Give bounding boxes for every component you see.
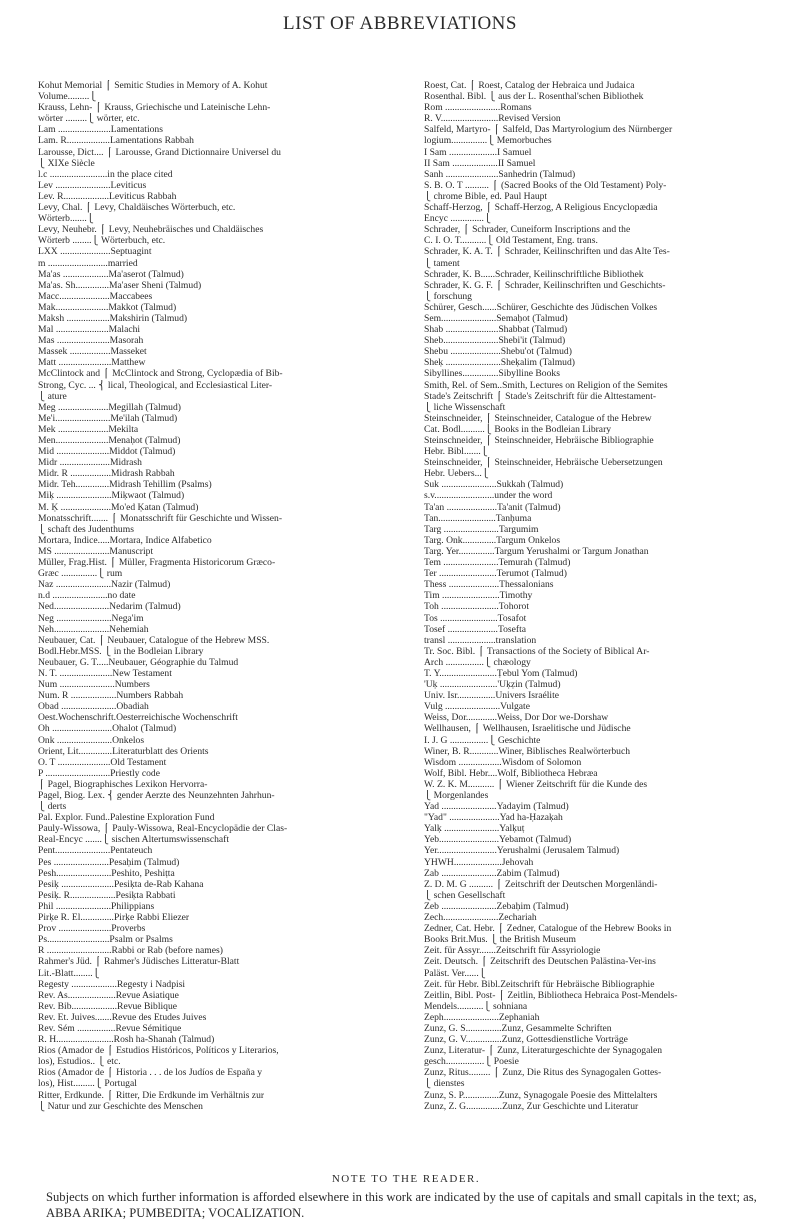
abbreviation-line: Lev .......................Leviticus (38, 179, 147, 191)
abbreviation-line: Ma'as ...................Ma'aserot (Talmud) (38, 268, 184, 280)
abbreviation-line: Mortara, Indice.....Mortara, Indice Alfabetico (38, 534, 212, 546)
abbreviation-line: Paläst. Ver......⎩ (424, 967, 486, 979)
abbreviation-line: m .........................married (38, 257, 138, 269)
abbreviation-line: Macc.....................Maccabees (38, 290, 153, 302)
abbreviation-line: Schaff-Herzog, ⎧ Schaff-Herzog, A Religious Encyclopædia (424, 202, 658, 214)
abbreviation-line: Hebr. Uebers...⎩ (424, 468, 490, 480)
abbreviation-line: Orient, Lit..............Literaturblatt des Orients (38, 745, 209, 757)
page-header (0, 4, 800, 44)
abbreviation-line: Vulg .......................Vulgate (424, 701, 530, 713)
abbreviation-line: Yalḳ .......................Yalḳuṭ (424, 823, 525, 835)
note-text: Subjects on which further information is afforded elsewhere in this work are indicated by the use of capitals and small capitals in the text; as, ABBA ARIKA; PUMBEDITA; VOCALIZATION. (46, 1190, 757, 1220)
abbreviation-line: Tr. Soc. Bibl. ⎧ Transactions of the Society of Biblical Ar- (424, 645, 650, 657)
abbreviation-line: Tem .......................Temurah (Talmud) (424, 557, 571, 569)
abbreviations-right-column (424, 80, 770, 1112)
abbreviation-line: Zeph.......................Zephaniah (424, 1011, 540, 1023)
abbreviation-line: Real-Encyc .......⎩ sischen Altertumswissenschaft (38, 834, 230, 846)
abbreviation-line: Hebr. Bibl.......⎩ (424, 446, 488, 458)
abbreviation-line: Prov ......................Proverbs (38, 923, 146, 935)
abbreviation-line: Rev. Sém ................Revue Sémitique (38, 1022, 182, 1034)
abbreviation-line: Kohut Memorial ⎧ Semitic Studies in Memory of A. Kohut (38, 80, 268, 91)
abbreviation-line: Tim ........................Timothy (424, 590, 533, 602)
abbreviation-line: Schürer, Gesch......Schürer, Geschichte des Jüdischen Volkes (424, 301, 658, 313)
abbreviations-left-column (38, 80, 408, 1112)
abbreviation-line: S. B. O. T .......... ⎧ (Sacred Books of the Old Testament) Poly- (424, 179, 667, 191)
abbreviation-line: Midr .....................Midrash (38, 457, 142, 469)
abbreviation-line: Schrader, ⎧ Schrader, Cuneiform Inscriptions and the (424, 224, 631, 236)
abbreviation-line: ⎩ XIXe Siècle (38, 157, 95, 169)
abbreviation-line: Wellhausen, ⎧ Wellhausen, Israelitische und Jüdische (424, 723, 631, 735)
abbreviation-line: Winer, B. R............Winer, Biblisches Realwörterbuch (424, 745, 631, 757)
abbreviation-line: Lam ......................Lamentations (38, 124, 163, 136)
abbreviation-line: Bodl.Hebr.MSS. ⎩ in the Bodleian Library (38, 645, 204, 657)
abbreviation-line: Toh ........................Tohorot (424, 601, 529, 613)
abbreviation-line: Rev. Bib...................Revue Biblique (38, 1000, 178, 1012)
abbreviation-line: Sheḳ .......................Sheḳalim (Talmud) (424, 357, 575, 369)
abbreviation-line: Levy, Chal. ⎧ Levy, Chaldäisches Wörterbuch, etc. (38, 202, 236, 214)
abbreviation-line: ⎩ schaft des Judenthums (38, 523, 134, 535)
abbreviation-line: McClintock and ⎧ McClintock and Strong, Cyclopædia of Bib- (38, 368, 283, 380)
abbreviation-line: ⎩ dienstes (424, 1078, 465, 1090)
note-to-reader (46, 1173, 766, 1221)
abbreviation-line: Neubauer, Cat. ⎧ Neubauer, Catalogue of the Hebrew MSS. (38, 634, 270, 646)
abbreviation-line: 'Uḳ ........................'Uḳẓin (Talmud) (424, 679, 561, 691)
abbreviation-line: Zech.......................Zechariah (424, 912, 537, 924)
abbreviation-line: Sem.......................Semaḥot (Talmud) (424, 312, 568, 324)
abbreviation-line: Zunz, Z. G...............Zunz, Zur Geschichte und Literatur (424, 1100, 639, 1112)
abbreviation-line: Yeb.........................Yebamot (Talmud) (424, 834, 572, 846)
abbreviation-line: Midr. R .................Midrash Rabbah (38, 468, 175, 480)
abbreviation-line: C. I. O. T...........⎩ Old Testament, Eng. trans. (424, 235, 598, 247)
abbreviation-line: ⎩ forschung (424, 290, 472, 302)
abbreviation-line: s.v.........................under the word (424, 490, 553, 502)
abbreviation-line: n.d .......................no date (38, 590, 136, 602)
abbreviation-line: N. T. ......................New Testament (38, 667, 172, 679)
abbreviation-line: Men......................Menaḥot (Talmud) (38, 435, 181, 446)
abbreviation-line: Wisdom ..................Wisdom of Solomon (424, 756, 582, 768)
abbreviation-line: Tan........................Tanḥuma (424, 512, 532, 524)
abbreviation-line: T. Y........................Ṭebul Yom (Talmud) (424, 667, 578, 679)
abbreviation-line: ⎩ Natur und zur Geschichte des Menschen (38, 1100, 203, 1112)
abbreviation-line: Zunz, Ritus......... ⎧ Zunz, Die Ritus des Synagogalen Gottes- (424, 1067, 662, 1079)
abbreviation-line: Neg .......................Nega'im (38, 612, 144, 624)
abbreviation-line: gesch................⎩ Poesie (424, 1056, 519, 1068)
abbreviation-line: Ned.......................Nedarim (Talmud) (38, 601, 181, 613)
abbreviation-line: Steinschneider, ⎧ Steinschneider, Hebräische Bibliographie (424, 435, 654, 446)
running-title: LIST OF ABBREVIATIONS (283, 13, 517, 34)
abbreviation-line: Pirḳe R. El..............Pirḳe Rabbi Eliezer (38, 912, 190, 924)
abbreviation-line: Lit.-Blatt........⎩ (38, 967, 100, 979)
abbreviation-line: ⎩ liche Wissenschaft (424, 401, 506, 413)
abbreviation-line: Rios (Amador de ⎧ Historia . . . de los Judíos de España y (38, 1067, 263, 1079)
abbreviation-line: Oh .........................Ohalot (Talmud) (38, 723, 177, 735)
abbreviation-line: ⎩ chrome Bible, ed. Paul Haupt (424, 190, 548, 202)
abbreviation-line: Lev. R...................Leviticus Rabbah (38, 190, 177, 202)
abbreviation-line: W. Z. K. M........... ⎧ Wiener Zeitschrift für die Kunde des (424, 778, 648, 790)
abbreviation-line: Ter ........................Terumot (Talmud) (424, 568, 567, 580)
abbreviation-line: Pent.......................Pentateuch (38, 845, 153, 857)
abbreviation-line: R. V........................Revised Version (424, 113, 561, 125)
abbreviation-line: Me'i.......................Me'ilah (Talmud) (38, 412, 178, 424)
abbreviation-line: Zunz, S. P...............Zunz, Synagogale Poesie des Mittelalters (424, 1089, 658, 1101)
abbreviation-line: Regesty ...................Regesty i Nadpisi (38, 978, 186, 990)
abbreviation-line: Obad .......................Obadiah (38, 701, 149, 713)
abbreviation-line: ⎧ Pagel, Biographisches Lexikon Hervorra- (38, 778, 208, 790)
abbreviation-line: R. H........................Rosh ha-Shanah (Talmud) (38, 1034, 215, 1046)
abbreviation-line: YHWH....................Jehovah (424, 856, 534, 868)
abbreviation-line: Shab ......................Shabbat (Talmud) (424, 324, 568, 336)
abbreviation-line: Wörterb.......⎩ (38, 213, 94, 225)
abbreviation-line: Pesiḳ ......................Pesiḳta de-Rab Kahana (38, 878, 204, 890)
abbreviation-line: Schrader, K. B......Schrader, Keilinschriftliche Bibliothek (424, 268, 644, 280)
abbreviation-line: Meg .....................Megillah (Talmud) (38, 401, 181, 413)
abbreviation-line: Naz .......................Nazir (Talmud) (38, 579, 171, 591)
abbreviation-line: Müller, Frag.Hist. ⎧ Müller, Fragmenta Historicorum Græco- (38, 557, 276, 569)
abbreviation-line: Targ. Yer...............Targum Yerushalmi or Targum Jonathan (424, 545, 649, 557)
abbreviation-line: Steinschneider, ⎧ Steinschneider, Catalogue of the Hebrew (424, 412, 652, 424)
abbreviation-line: ⎩ Morgenlandes (424, 790, 489, 801)
abbreviation-line: Ps..........................Psalm or Psalms (38, 934, 173, 946)
abbreviation-line: Onk .......................Onkelos (38, 734, 145, 746)
abbreviation-line: Massek .................Masseket (38, 346, 147, 358)
abbreviation-line: Sanh ......................Sanhedrin (Talmud) (424, 168, 576, 180)
abbreviation-line: Maksh ..................Makshirin (Talmud) (38, 312, 188, 324)
abbreviation-line: Zeitlin, Bibl. Post- ⎧ Zeitlin, Bibliotheca Hebraica Post-Mendels- (424, 989, 678, 1001)
abbreviation-line: Rom .......................Romans (424, 102, 532, 114)
abbreviation-line: Shebu .....................Shebu'ot (Talmud) (424, 346, 572, 358)
abbreviation-line: Num .......................Numbers (38, 679, 150, 691)
abbreviation-line: Schrader, K. A. T. ⎧ Schrader, Keilinschriften und das Alte Tes- (424, 246, 670, 258)
abbreviation-line: Wörterb ........⎩ Wörterbuch, etc. (38, 235, 166, 247)
abbreviation-line: Steinschneider, ⎧ Steinschneider, Hebräische Uebersetzungen (424, 457, 663, 469)
abbreviation-line: Matt ......................Matthew (38, 357, 146, 369)
abbreviation-line: Wolf, Bibl. Hebr....Wolf, Bibliotheca Hebræa (424, 767, 598, 779)
abbreviation-line: Monatsschrift....... ⎧ Monatsschrift für Geschichte und Wissen- (38, 512, 283, 524)
abbreviation-line: Strong, Cyc. ... ⎨ lical, Theological, and Ecclesiastical Liter- (38, 379, 273, 391)
abbreviation-line: Pesh.......................Peshito, Peshiṭta (38, 867, 175, 879)
abbreviation-line: I. J. G ................⎩ Geschichte (424, 734, 541, 746)
abbreviation-line: Arch ................⎩ chæology (424, 656, 531, 668)
abbreviation-line: Zab .......................Zabim (Talmud) (424, 867, 560, 879)
abbreviation-line: Lam. R..................Lamentations Rabbah (38, 135, 194, 147)
abbreviation-line: Schrader, K. G. F. ⎧ Schrader, Keilinschriften und Geschichts- (424, 279, 666, 291)
abbreviation-line: Zeit. Deutsch. ⎧ Zeitschrift des Deutschen Palästina-Ver-ins (424, 956, 656, 968)
abbreviation-line: Zedner, Cat. Hebr. ⎧ Zedner, Catalogue of the Hebrew Books in (424, 923, 672, 935)
abbreviation-line: Sibyllines...............Sibylline Books (424, 368, 560, 380)
abbreviation-line: Targ .......................Targumim (424, 523, 539, 535)
abbreviation-line: Yer.........................Yerushalmi (Jerusalem Talmud) (424, 845, 620, 857)
abbreviation-line: Rios (Amador de ⎧ Estudios Históricos, Políticos y Literarios, (38, 1045, 279, 1057)
abbreviation-line: l.c ........................in the place cited (38, 168, 173, 180)
abbreviation-line: Mek .....................Mekilta (38, 423, 139, 435)
abbreviation-line: Books Brit.Mus. ⎩ the British Museum (424, 934, 576, 946)
abbreviation-line: Thess .....................Thessalonians (424, 579, 554, 591)
abbreviation-line: ⎩ ature (38, 390, 67, 402)
abbreviation-line: Sheb.......................Shebi'it (Talmud) (424, 335, 566, 347)
note-heading: NOTE TO THE READER. (331, 1173, 481, 1185)
abbreviation-line: Zunz, G. S...............Zunz, Gesammelte Schriften (424, 1022, 612, 1034)
abbreviation-line: los), Hist.........⎩ Portugal (38, 1078, 137, 1090)
abbreviation-line: O. T ......................Old Testament (38, 756, 167, 768)
abbreviation-line: Stade's Zeitschrift ⎧ Stade's Zeitschrift für die Alttestament- (424, 390, 657, 402)
abbreviation-line: Neubauer, G. T.....Neubauer, Géographie du Talmud (38, 656, 239, 668)
abbreviation-line: Cat. Bodl..........⎩ Books in the Bodleian Library (424, 423, 612, 435)
abbreviation-line: Z. D. M. G .......... ⎧ Zeitschrift der Deutschen Morgenländi- (424, 878, 658, 890)
abbreviation-line: Rahmer's Jüd. ⎧ Rahmer's Jüdisches Litteratur-Blatt (38, 956, 240, 968)
abbreviation-line: Zeit. für Assyr.......Zeitschrift für Assyriologie (424, 945, 601, 957)
abbreviation-line: Mas ......................Masorah (38, 335, 144, 347)
abbreviation-line: Rosenthal. Bibl. ⎩ aus der L. Rosenthal'schen Bibliothek (424, 91, 644, 103)
abbreviation-line: Pesiḳ. R...................Pesiḳta Rabbati (38, 889, 176, 901)
abbreviation-line: Levy, Neuhebr. ⎧ Levy, Neuhebräisches und Chaldäisches (38, 224, 264, 236)
abbreviation-line: Univ. Isr................Univers Israélite (424, 690, 559, 702)
abbreviation-line: Rev. Et. Juives.......Revue des Etudes Juives (38, 1011, 207, 1023)
abbreviation-line: Encyc ..............⎩ (424, 213, 492, 225)
abbreviation-line: ⎩ derts (38, 801, 67, 813)
abbreviation-line: R ...........................Rabbi or Rab (before names) (38, 945, 223, 957)
abbreviation-line: Tos ........................Tosafot (424, 612, 527, 624)
abbreviation-line: los), Estudios.. ⎩ etc. (38, 1056, 121, 1068)
abbreviation-line: Zeit. für Hebr. Bibl.Zeitschrift für Hebräische Bibliographie (424, 978, 655, 990)
abbreviation-line: Volume.........⎩ (38, 91, 97, 103)
abbreviation-line: Zeb .......................Zebaḥim (Talmud) (424, 900, 569, 912)
abbreviation-line: Ritter, Erdkunde. ⎧ Ritter, Die Erdkunde im Verhältnis zur (38, 1089, 265, 1101)
abbreviation-line: Mid ......................Middot (Talmud) (38, 446, 176, 458)
abbreviation-line: Zunz, G. V...............Zunz, Gottesdienstliche Vorträge (424, 1034, 628, 1046)
abbreviation-line: MS .......................Manuscript (38, 545, 154, 557)
abbreviation-line: Suk .......................Sukkah (Talmud) (424, 479, 564, 491)
abbreviation-line: wörter .........⎩ wörter, etc. (38, 113, 140, 125)
abbreviation-line: Weiss, Dor.............Weiss, Dor Dor we-Dorshaw (424, 712, 609, 724)
abbreviation-line: Yad .......................Yadayim (Talmud) (424, 801, 569, 813)
abbreviation-line: Tosef .....................Tosefta (424, 623, 527, 635)
abbreviation-line: Ta'an .....................Ta'anit (Talmud) (424, 501, 561, 513)
abbreviation-line: P ...........................Priestly code (38, 767, 160, 779)
abbreviation-line: logium...............⎩ Memorbuches (424, 135, 552, 147)
abbreviation-line: Mendels...........⎩ sohniana (424, 1000, 528, 1012)
abbreviation-line: Roest, Cat. ⎧ Roest, Catalog der Hebraica und Judaica (424, 80, 635, 91)
abbreviation-line: transl ....................translation (424, 634, 537, 646)
abbreviation-line: Salfeld, Martyro- ⎧ Salfeld, Das Martyrologium des Nürnberger (424, 124, 673, 136)
abbreviation-line: Num. R ...................Numbers Rabbah (38, 690, 184, 702)
abbreviation-line: Neh.......................Nehemiah (38, 623, 149, 635)
abbreviation-line: Midr. Teh..............Midrash Tehillim (Psalms) (38, 479, 212, 491)
abbreviation-line: Krauss, Lehn- ⎧ Krauss, Griechische und Lateinische Lehn- (38, 102, 271, 114)
abbreviation-line: Miḳ .......................Miḳwaot (Talmud) (38, 490, 185, 502)
abbreviation-line: Pauly-Wissowa, ⎧ Pauly-Wissowa, Real-Encyclopädie der Clas- (38, 823, 288, 835)
abbreviation-line: Phil .......................Philippians (38, 900, 155, 912)
abbreviation-line: Pagel, Biog. Lex. ⎨ gender Aerzte des Neunzehnten Jahrhun- (38, 790, 275, 801)
abbreviation-line: Targ. Onk..............Targum Onkelos (424, 534, 561, 546)
abbreviation-line: Mak......................Makkot (Talmud) (38, 301, 177, 313)
abbreviation-line: Rev. As....................Revue Asiatique (38, 989, 179, 1001)
abbreviation-line: Græc ...............⎩ rum (38, 568, 123, 580)
abbreviation-line: Oest.Wochenschrift.Oesterreichische Wochenschrift (38, 712, 238, 724)
abbreviation-line: ⎩ tament (424, 257, 460, 269)
abbreviation-line: "Yad" .....................Yad ha-Ḥazaḳah (424, 812, 563, 824)
abbreviation-line: LXX .....................Septuagint (38, 246, 152, 258)
abbreviation-line: ⎩ schen Gesellschaft (424, 889, 506, 901)
abbreviation-line: Smith, Rel. of Sem..Smith, Lectures on Religion of the Semites (424, 379, 668, 391)
abbreviation-line: Mal ......................Malachi (38, 324, 141, 336)
abbreviation-line: M. Ḳ .....................Mo'ed Ḳatan (Talmud) (38, 501, 199, 513)
abbreviation-line: Pes .......................Pesaḥim (Talmud) (38, 856, 180, 868)
abbreviation-line: Larousse, Dict.... ⎧ Larousse, Grand Dictionnaire Universel du (38, 146, 281, 158)
abbreviation-line: II Sam ...................II Samuel (424, 157, 536, 169)
abbreviation-line: Zunz, Literatur- ⎧ Zunz, Literaturgeschichte der Synagogalen (424, 1045, 663, 1057)
abbreviation-line: I Sam ....................I Samuel (424, 146, 532, 158)
abbreviation-line: Ma'as. Sh..............Ma'aser Sheni (Talmud) (38, 279, 202, 291)
abbreviation-line: Pal. Explor. Fund..Palestine Exploration Fund (38, 812, 215, 824)
